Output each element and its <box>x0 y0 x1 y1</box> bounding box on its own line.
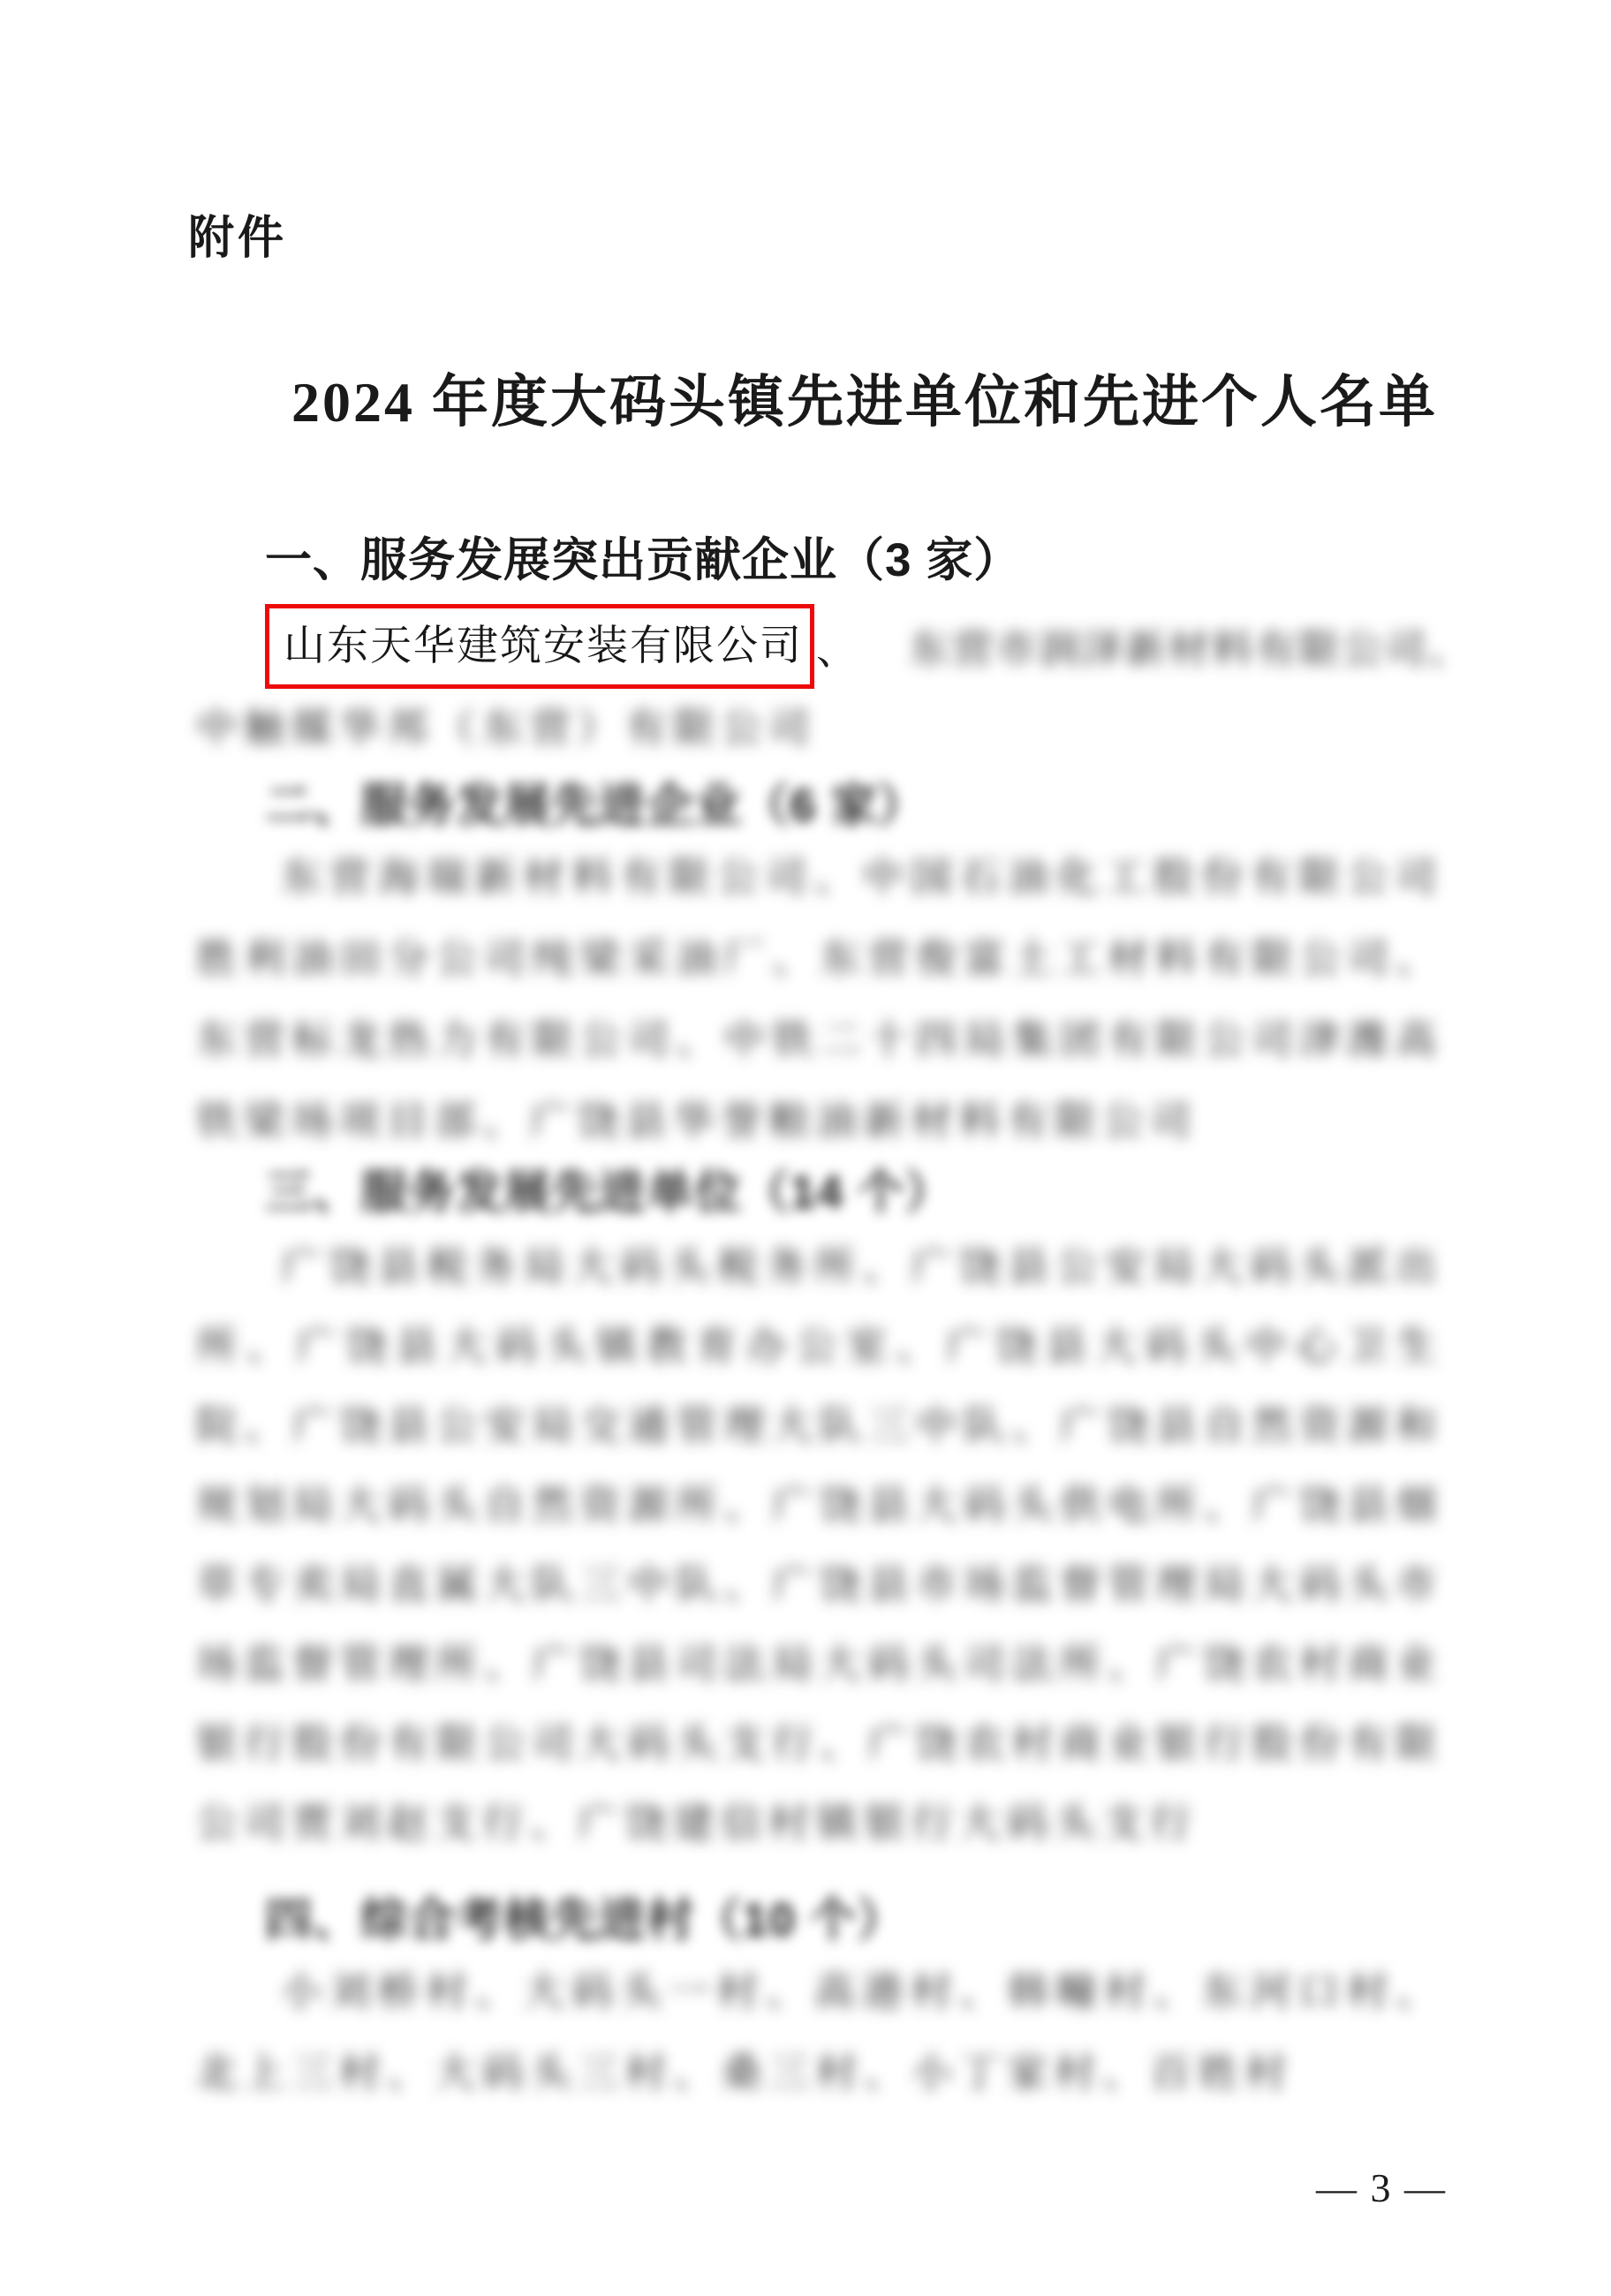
section-4-body-blurred: 小刘桥村、大码头一村、高港村、韩疃村、东河口村、北上三村、大码头三村、桑三村、小丁家村、百姓村 <box>196 1969 1443 2096</box>
section-1-heading: 一、服务发展突出贡献企业（3 家） <box>265 534 1022 586</box>
section-1-line-1 <box>265 604 1471 689</box>
section-3-body-blurred: 广饶县税务局大码头税务所、广饶县公安局大码头派出所、广饶县大码头镇教育办公室、广饶县大码头中心卫生院、广饶县公安局交通管理大队三中队、广饶县自然资源和规划局大码头自然资源所、广饶县大码头供电所、广饶县烟草专卖局直属大队三中队、广饶县市场监督管理局大码头市场监督管理所、广饶县司法局大码头司法所、广饶农村商业银行股份有限公司大码头支行、广饶农村商业银行股份有限公司贾刘赵支行、广饶建信村镇银行大码头支行 <box>196 1244 1443 1846</box>
attachment-label: 附件 <box>188 213 288 264</box>
section-2-heading-blurred: 二、服务发展先进企业（6 家） <box>265 780 927 832</box>
section-3-heading-blurred: 三、服务发展先进单位（14 个） <box>265 1167 953 1219</box>
section-4-heading-blurred: 四、综合考核先进村（10 个） <box>265 1894 905 1946</box>
page-number: — 3 — <box>1316 2165 1447 2210</box>
document-title: 2024 年度大码头镇先进单位和先进个人名单 <box>291 371 1438 434</box>
blurred-company-name: 东营市润泽新材料有限公司、 <box>909 627 1471 672</box>
highlight-box-company-name: 山东天华建筑安装有限公司 <box>265 604 814 689</box>
enumeration-comma: 、 <box>816 628 858 674</box>
section-1-line-2-blurred: 中触媒华邦（东营）有限公司 <box>196 706 816 751</box>
section-2-body-blurred: 东营海瑞新材料有限公司、中国石油化工股份有限公司胜利油田分公司纯梁采油厂、东营俊富土工材料有限公司、东营标龙热力有限公司、中铁二十四局集团有限公司津潍高铁梁场项目部、广饶县华誉粮油新材料有限公司 <box>196 855 1443 1144</box>
